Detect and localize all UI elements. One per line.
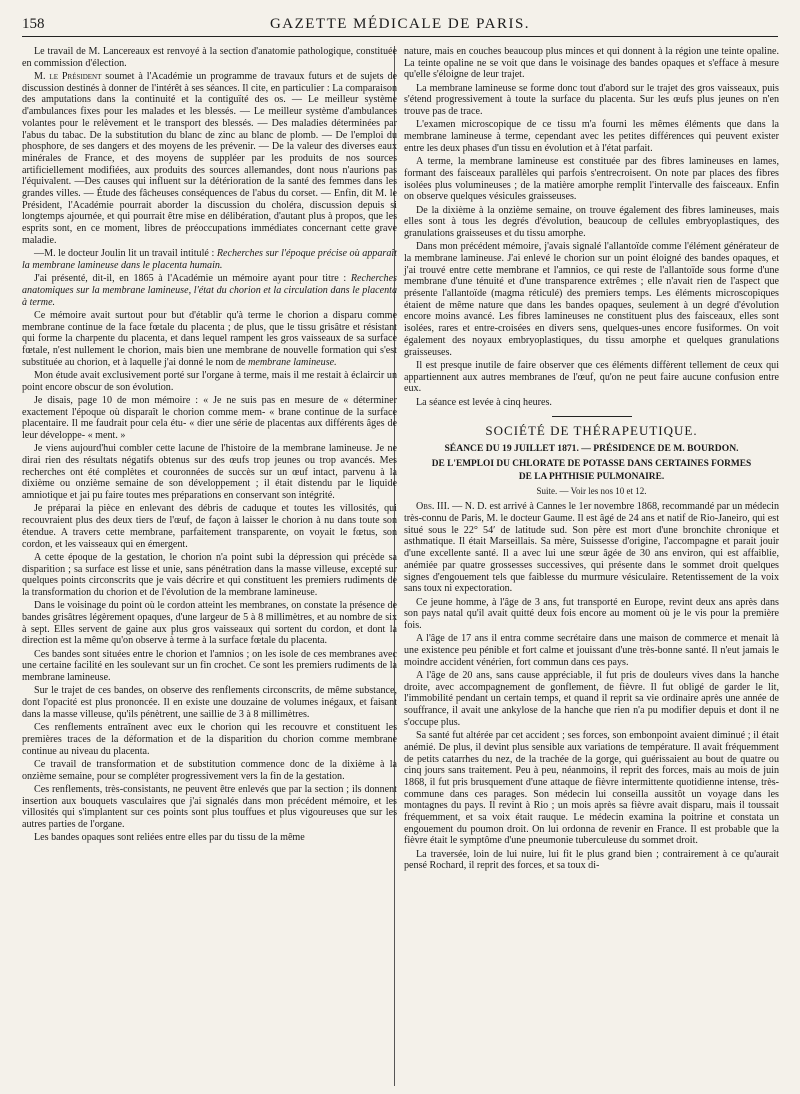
paragraph: A l'âge de 20 ans, sans cause appréciable, il fut pris de douleurs vives dans la hanche droite, avec accompagnement de gonflement, de fièvre. Il fut obligé de garder le lit, l'immobilité pendant un certain temps, et quand il reprit sa vie ordinaire après une année de souffrance, il avait une ankylose de la hanche que rien n'a pu modifier depuis et dont il ne s'occupe plus. (404, 669, 779, 728)
paragraph-text: soumet à l'Académie un programme de travaux futurs et de sujets de discussion destinés à donner de l'intérêt à ses séances. Il cite, en particulier : La comparaison des amputations dans la continuité et la contiguïté des os. — Le meilleur système d'ambulances fixes pour les malades et les blessés. — Le meilleur système d'ambulances volantes pour le relèvement et le transport des blessés. — Des maladies déterminées par l'abus du tabac. De la substitution du blanc de zinc au blanc de plomb. — De l'emploi du phosphore, de ses dangers et des moyens de les prévenir. — De la valeur des diverses eaux minérales de France, et des moyens de suppléer par les produits de nos sources artificiellement modifiées, aux produits des sources allemandes, dont nous n'aurions pas l'équivalent. —Des causes qui influent sur la détérioration de la santé des femmes dans les grandes villes. — Étude des fâcheuses conséquences de l'abus du corset. — Enfin, dit M. le Président, l'Académie pourrait aborder la discussion du choléra, discussion depuis si longtemps ajournée, et qui pourrait être mise en délibération, d'autant plus à propos, que les esprits sont, en ce moment, libres de préoccupations immédiates concernant cette grave maladie. (22, 71, 397, 246)
paragraph-lead: J'ai présenté, dit-il, en 1865 à l'Académie un mémoire ayant pour titre : (34, 273, 347, 285)
paragraph: Je préparai la pièce en enlevant des débris de caduque et toutes les villosités, qui recouvraient plus des deux tiers de l'œuf, de façon à laisser le chorion à nu dans toute son étendue. A travers cette membrane, parfaitement transparente, on voyait le fœtus, son cordon, et les vaisseaux qui en émergent. (22, 503, 397, 550)
paragraph: Ces renflements, très-consistants, ne peuvent être enlevés que par la section ; ils donnent insertion aux bouquets vasculaires que j'ai signalés dans mon précédent mémoire, et les villosités qui s'implantent sur ces points sont plus touffues et plus vigoureuses que sur les autres parties de l'organe. (22, 783, 397, 830)
paragraph: Dans le voisinage du point où le cordon atteint les membranes, on constate la présence de bandes grisâtres légèrement opaques, d'une largeur de 5 à 8 millimètres, et au nombre de six à sept. Elles servent de gaine aux plus gros vaisseaux qui sortent du cordon, et dont la direction est la même qu'on observe à terme à la surface fœtale du placenta. (22, 600, 397, 647)
article-title: DE LA PHTHISIE PULMONAIRE. (518, 472, 665, 483)
paragraph: Dans mon précédent mémoire, j'avais signalé l'allantoïde comme l'élément générateur de la membrane lamineuse. J'ai enlevé le chorion sur un point éloigné des bandes opaques, et j'ai trouvé entre cette membrane et l'amnios, ce qui reste de l'allantoïde sous forme d'une membrane d'une ténuité et d'une transparence extrêmes ; elle n'avait rien de l'aspect que présente l'allantoïde (magma réticulé) des premiers temps. Les éléments microscopiques étaient de même nature que dans les bandes opaques, seulement à un degré d'évolution encore moins avancé. Les fibres lamineuses ne constituent plus des faisceaux, elles sont isolées, rares et entre-croisées en divers sens, quelques-unes encore fusiformes. On voit également des noyaux embryoplastiques, du tissu amorphe et quelques granulations graisseuses. (404, 241, 779, 358)
paragraph: Ce jeune homme, à l'âge de 3 ans, fut transporté en Europe, revint deux ans après dans son pays natal qu'il avait quitté deux fois encore au moment où je le vis pour la première fois. (404, 596, 779, 631)
observation-label: Obs. III. (416, 501, 450, 513)
article-title: DE L'EMPLOI DU CHLORATE DE POTASSE DANS CERTAINES FORMES (431, 458, 752, 469)
right-column (404, 46, 779, 874)
paragraph: Ce travail de transformation et de substitution commence donc de la dixième à la onzième semaine, pour se compléter progressivement vers la fin de la gestation. (22, 758, 397, 782)
paragraph: La traversée, loin de lui nuire, lui fit le plus grand bien ; contrairement à ce qu'aurait pensé Rochard, il reprit des forces, et sa toux di- (404, 848, 779, 872)
work-title: Recherches sur l'époque précise où apparaît la membrane lamineuse dans le placenta humain. (22, 248, 397, 271)
page-number: 158 (22, 16, 45, 32)
section-separator (552, 416, 632, 417)
page-header (22, 12, 778, 37)
paragraph: Les bandes opaques sont reliées entre elles par du tissu de la même (34, 832, 305, 844)
paragraph (22, 310, 397, 369)
paragraph (22, 71, 397, 247)
paragraph: L'examen microscopique de ce tissu m'a fourni les mêmes éléments que dans la membrane lamineuse à terme, cependant avec les petites différences qui peuvent exister entre les deux phases d'un tissu en évolution et à l'état parfait. (404, 119, 779, 154)
work-title: Recherches anatomiques sur la membrane lamineuse, l'état du chorion et la circulation dans le placenta à terme. (22, 273, 397, 308)
paragraph: Il est presque inutile de faire observer que ces éléments diffèrent tellement de ceux qui appartiennent aux autres membranes de l'œuf, qu'on ne peut faire aucune confusion entre eux. (404, 359, 779, 395)
paragraph-text: — N. D. est arrivé à Cannes le 1er novembre 1868, recommandé par un médecin très-connu de Paris, M. le docteur Gaume. Il est âgé de 24 ans et natif de Rio-Janeiro, qui est situé sous le 22° 54′ de latitude sud. Son père est mort d'une bronchite chronique et asthmatique. Il était Marseillais. Sa mère, Suissesse d'origine, l'accompagne et parait jouir d'une excellente santé. Il a avec lui une sœur âgée de 30 ans environ, qui est affaiblie, anémiée par quatre grossesses successives, qui présente dans le sommet droit quelques signes d'engouement tels que faiblesse du murmure vésiculaire. Retentissement de la voix sans toux ni expectoration. (404, 501, 780, 595)
paragraph-text: Ce mémoire avait surtout pour but d'établir qu'à terme le chorion a disparu comme membrane continue de la face fœtale du placenta ; de plus, que le tissu grisâtre et résistant qui forme la charpente du placenta, et dans lequel rampent les gros vaisseaux de sa surface fœtale, n'est nullement le chorion, mais bien une membrane de nouvelle formation qui s'est substituée au chorion, et à laquelle j'ai donné le nom de (22, 309, 397, 368)
paragraph: Ces bandes sont situées entre le chorion et l'amnios ; on les isole de ces membranes avec une certaine facilité en les soulevant sur un fin crochet. Ce sont les premiers rudiments de la membrane lamineuse. (22, 648, 397, 684)
paragraph: De la dixième à la onzième semaine, on trouve également des fibres lamineuses, mais elles sont à tous les degrés d'évolution, beaucoup de cellules embryoplastiques, des granulations graisseuses et du tissu amorphe. (404, 204, 779, 239)
term: membrane lamineuse. (248, 356, 337, 368)
paragraph: A terme, la membrane lamineuse est constituée par des fibres lamineuses en lames, formant des faisceaux parallèles qui parfois s'entrecroisent. On note par places des fibres isolées plus volumineuses ; de la matière amorphe remplit l'intervalle des faisceaux. Enfin on observe quelques vésicules graisseuses. (404, 156, 779, 203)
paragraph (22, 273, 397, 308)
paragraph (404, 501, 779, 595)
journal-title: GAZETTE MÉDICALE DE PARIS. (269, 16, 531, 32)
left-column (22, 46, 397, 846)
closing-line: La séance est levée à cinq heures. (416, 396, 552, 408)
paragraph: Sur le trajet de ces bandes, on observe des renflements circonscrits, de même substance, dont l'opacité est plus prononcée. Il en existe une douzaine de volumes inégaux, et faisant dans la masse villeuse, qu'ils pénètrent, une saillie de 3 à 8 millimètres. (22, 685, 397, 720)
paragraph: Le travail de M. Lancereaux est renvoyé à la section d'anatomie pathologique, constituée en commission d'élection. (22, 46, 397, 69)
paragraph (22, 248, 397, 271)
paragraph: nature, mais en couches beaucoup plus minces et qui donnent à la région une teinte opaline. La teinte opaline ne se voit que dans le voisinage des bandes opaques et s'efface à mesure qu'elle s'éloigne de leur trajet. (404, 46, 779, 81)
suite-line: Suite. — Voir les nos 10 et 12. (536, 485, 647, 496)
paragraph: Ces renflements entraînent avec eux le chorion qui les recouvre et constituent les premières traces de la déformation et de la disparition du chorion comme membrane continue au niveau du placenta. (22, 722, 397, 757)
paragraph: Sa santé fut altérée par cet accident ; ses forces, son embonpoint avaient diminué ; il était anémié. De plus, il devint plus sensible aux variations de température. Il avait fréquemment de petits catarrhes du nez, de la trachée de la gorge, qui guérissaient au bout de quatre ou cinq jours sans traitement. Peu à peu, néanmoins, il reprit des forces, mais au mois de juin 1868, il fut pris brusquement d'une attaque de fièvre intermittente quotidienne intense, très-commune dans ces parages. Son médecin lui conseilla aussitôt un voyage dans les montagnes du pays. Il revint à Rio ; un mois après sa fièvre avait disparu, mais il toussait fréquemment, et sa voix était rauque. Le médecin examina la poitrine et constata un engouement du poumon droit. On lui ordonna de revenir en France. Il est probable que la fièvre était le symptôme d'une pneumonie tuberculeuse du sommet droit. (404, 730, 779, 847)
seance-line: SÉANCE DU 19 JUILLET 1871. — PRÉSIDENCE DE M. BOURDON. (444, 442, 739, 454)
paragraph-lead: —M. le docteur Joulin lit un travail intitulé : (34, 248, 215, 260)
paragraph: Mon étude avait exclusivement porté sur l'organe à terme, mais il me restait à éclaircir un point encore obscur de son évolution. (22, 369, 397, 393)
society-title: SOCIÉTÉ DE THÉRAPEUTIQUE. (485, 423, 698, 439)
speaker: M. le Président (34, 71, 102, 82)
paragraph: A cette époque de la gestation, le chorion n'a point subi la dépression qui précède sa disparition ; sa surface est lisse et unie, sans pénétration dans la masse villeuse, excepté sur quelques points circonscrits que je vais décrire et qui constituent les premiers rudiments de la transformation du chorion et de l'évolution de la membrane lamineuse. (22, 551, 397, 598)
paragraph: A l'âge de 17 ans il entra comme secrétaire dans une maison de commerce et menait là une existence peu pénible et fort calme et jouissant d'une très-bonne santé. Il n'eut jamais le moindre accident vénérien, fort commun dans ces pays. (404, 633, 779, 668)
paragraph: Je disais, page 10 de mon mémoire : « Je ne suis pas en mesure de « déterminer exactement l'époque où disparaît le chorion comme mem- « brane continue de la surface placentaire. Il me faudrait pour cela étu- « dier une série de placentas aux différents âges de leur développe- « ment. » (22, 394, 397, 442)
paragraph: Je viens aujourd'hui combler cette lacune de l'histoire de la membrane lamineuse. Je ne dirai rien des résultats négatifs obtenus sur des œufs trop jeunes ou trop avancés. Mes recherches ont été complètes et couronnées de succès sur un œuf intact, parvenu à la dixième ou onzième semaine de son développement ; il était distendu par le liquide amniotique et jai pu faire toutes mes préparations en conservant son intégrité. (22, 443, 397, 502)
paragraph: La membrane lamineuse se forme donc tout d'abord sur le trajet des gros vaisseaux, puis s'étend progressivement à toute la surface du placenta. Sur les œufs plus jeunes on n'en trouve pas de trace. (404, 82, 779, 118)
